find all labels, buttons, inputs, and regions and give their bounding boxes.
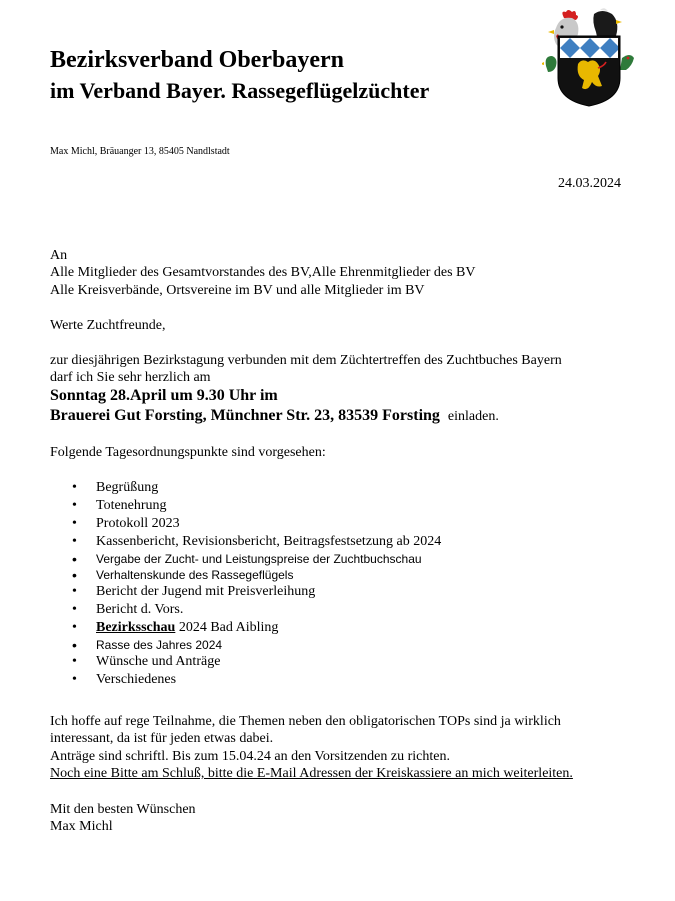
regards: Mit den besten Wünschen <box>50 802 196 817</box>
agenda-item <box>50 601 570 619</box>
association-subtitle: im Verband Bayer. Rassegeflügelzüchter <box>50 78 430 103</box>
poultry-association-coat-of-arms-icon <box>542 8 636 108</box>
recipient-an: An <box>50 248 68 263</box>
invitation-line-2: darf ich Sie sehr herzlich am <box>50 370 211 385</box>
agenda-item <box>50 515 570 533</box>
agenda-item-text: Kassenbericht, Revisionsbericht, Beitragsfestsetzung ab 2024 <box>96 534 442 549</box>
agenda-item <box>50 619 570 637</box>
agenda-item <box>50 497 570 515</box>
agenda-item-text: Wünsche und Anträge <box>96 654 221 669</box>
association-title: Bezirksverband Oberbayern <box>50 47 344 73</box>
agenda-item-text: Verschiedenes <box>96 672 177 687</box>
agenda-item-text: Vergabe der Zucht- und Leistungspreise der Zuchtbuchschau <box>96 552 422 566</box>
agenda-item <box>50 479 570 497</box>
event-date-time: Sonntag 28.April um 9.30 Uhr im <box>50 387 278 404</box>
event-venue-line <box>50 406 499 426</box>
bullet: • <box>72 516 77 531</box>
agenda-item <box>50 637 570 653</box>
bullet: • <box>72 672 77 687</box>
closing-line-2: interessant, da ist für jeden etwas dabei. <box>50 731 274 746</box>
recipient-line-1: Alle Mitglieder des Gesamtvorstandes des BV,Alle Ehrenmitglieder des BV <box>50 265 476 280</box>
recipient-line-2: Alle Kreisverbände, Ortsvereine im BV und alle Mitglieder im BV <box>50 283 425 298</box>
closing-line-3: Anträge sind schriftl. Bis zum 15.04.24 an den Vorsitzenden zu richten. <box>50 749 450 764</box>
sender-address: Max Michl, Bräuanger 13, 85405 Nandlstadt <box>50 146 230 157</box>
agenda-item <box>50 653 570 671</box>
invitation-line-1: zur diesjährigen Bezirkstagung verbunden mit dem Züchtertreffen des Zuchtbuches Bayern <box>50 353 562 368</box>
signature-name: Max Michl <box>50 819 113 834</box>
agenda-item-text: 2024 Bad Aibling <box>178 620 279 635</box>
agenda-item-bold: Bezirksschau <box>96 620 176 635</box>
event-venue: Brauerei Gut Forsting, Münchner Str. 23, 83539 Forsting <box>50 407 440 424</box>
bullet: • <box>72 567 77 583</box>
agenda-item-text: Bericht d. Vors. <box>96 602 184 617</box>
agenda-item-text: Begrüßung <box>96 480 159 495</box>
bullet: • <box>72 584 77 599</box>
bullet: • <box>72 551 77 567</box>
bullet: • <box>72 498 77 513</box>
bullet: • <box>72 620 77 635</box>
agenda-item <box>50 671 570 689</box>
agenda-list <box>50 479 570 689</box>
bullet: • <box>72 602 77 617</box>
agenda-item-text: Protokoll 2023 <box>96 516 180 531</box>
closing-line-1: Ich hoffe auf rege Teilnahme, die Themen neben den obligatorischen TOPs sind ja wirklich <box>50 714 561 729</box>
agenda-item <box>50 567 570 583</box>
agenda-intro: Folgende Tagesordnungspunkte sind vorgesehen: <box>50 445 326 460</box>
salutation: Werte Zuchtfreunde, <box>50 318 166 333</box>
agenda-item <box>50 551 570 567</box>
bullet: • <box>72 534 77 549</box>
agenda-item-text: Rasse des Jahres 2024 <box>96 638 223 652</box>
bullet: • <box>72 654 77 669</box>
closing-line-4: Noch eine Bitte am Schluß, bitte die E-Mail Adressen der Kreiskassiere an mich weiterleiten. <box>50 766 573 781</box>
bullet: • <box>72 480 77 495</box>
agenda-item <box>50 533 570 551</box>
agenda-item-text: Totenehrung <box>96 498 167 513</box>
agenda-item-text: Bericht der Jugend mit Preisverleihung <box>96 584 316 599</box>
invitation-suffix: einladen. <box>447 409 499 424</box>
letter-date: 24.03.2024 <box>558 176 621 191</box>
agenda-item <box>50 583 570 601</box>
agenda-item-text: Verhaltenskunde des Rassegeflügels <box>96 568 294 582</box>
bullet: • <box>72 637 77 653</box>
